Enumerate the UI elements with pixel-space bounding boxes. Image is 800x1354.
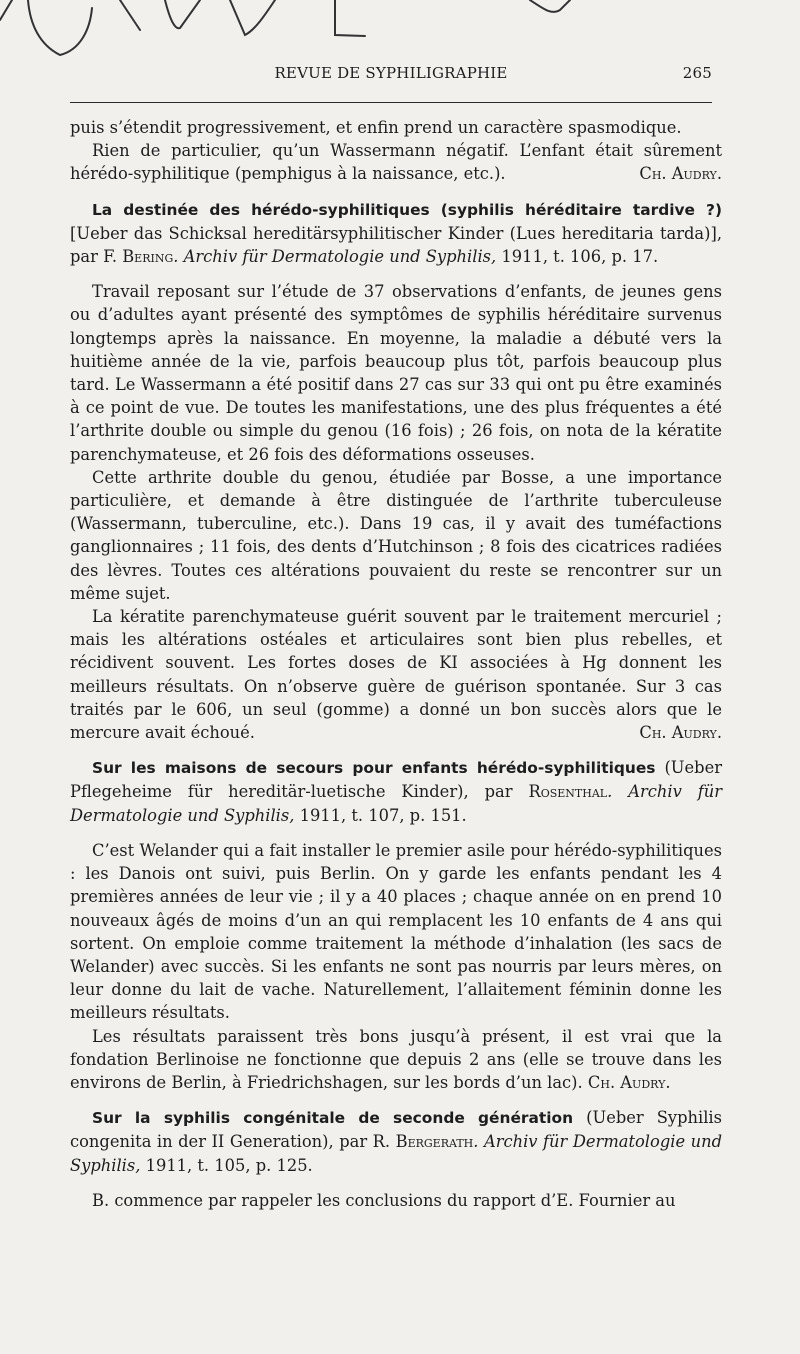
reference-text: 1911, t. 106, p. 17.: [496, 247, 659, 267]
signature: Ch. Audry.: [639, 723, 722, 743]
reference-text: 1911, t. 107, p. 151.: [294, 805, 467, 825]
paragraph: puis s’étendit progressivement, et enfin prend un caractère spasmodique.: [70, 118, 682, 137]
article-body: [70, 116, 722, 1212]
reference-text: (Ueber Pflegeheime für hereditär-luetische Kinder), par: [70, 758, 722, 802]
reference-text: (Ueber Syphilis congenita in der II Generation), par R.: [70, 1108, 722, 1152]
review-title: Sur les maisons de secours pour enfants hérédo-syphilitiques: [92, 759, 656, 778]
paragraph: C’est Welander qui a fait installer le premier asile pour hérédo-syphilitiques : les Danois ont suivi, puis Berlin. On y garde les enfants pendant les 4 premières années de leur vie ; il y a 40 places ; chaque année on en prend 10 nouveaux âgés de moins d’un an qui remplacent les 10 enfants de 4 ans qui sortent. On emploie comme traitement la méthode d’inhalation (les sacs de Welander) avec succès. Si les enfants ne sont pas nourris par leurs mères, on leur donne du lait de vache. Naturellement, l’allaitement féminin donne les meilleurs résultats.: [70, 840, 722, 1023]
paragraph-text: Les résultats paraissent très bons jusqu’à présent, il est vrai que la fondation Berlinoise ne fonctionne que depuis 2 ans (elle se trouve dans les environs de Berlin, à Friedrichshagen, sur les bords d’un lac).: [70, 1026, 722, 1092]
review-title: La destinée des hérédo-syphilitiques (syphilis héréditaire tardive ?): [92, 200, 722, 219]
paragraph-text: La kératite parenchymateuse guérit souvent par le traitement mercuriel ; mais les altérations ostéales et articulaires sont bien plus rebelles, et récidivent souvent. Les fortes doses de KI associées à Hg donnent les meilleurs résultats. On n’observe guère de guérison spontanée. Sur 3 cas traités par le 606, un seul (gomme) a donné un bon succès alors que le mercure avait échoué.: [70, 607, 722, 743]
review-heading: [70, 1106, 722, 1177]
paragraph: [70, 605, 722, 744]
paragraph: [70, 1025, 722, 1095]
paragraph: Travail reposant sur l’étude de 37 observations d’enfants, de jeunes gens ou d’adultes ayant présenté des symptômes de syphilis héréditaire survenus longtemps après la naissance. En moyenne, la maladie a débuté vers la huitième année de la vie, parfois beaucoup plus tôt, parfois beaucoup plus tard. Le Wassermann a été positif dans 27 cas sur 33 qui ont pu être examinés à ce point de vue. De toutes les manifestations, une des plus fréquentes a été l’arthrite double ou simple du genou (16 fois) ; 26 fois, on nota de la kératite parenchymateuse, et 26 fois des déformations osseuses.: [70, 282, 722, 464]
paragraph: Cette arthrite double du genou, étudiée par Bosse, a une importance particulière, et demande à être distinguée de l’arthrite tuberculeuse (Wassermann, tuberculine, etc.). Dans 19 cas, il y avait des tuméfactions ganglionnaires ; 11 fois, des dents d’Hutchinson ; 8 fois des cicatrices radiées des lèvres. Toutes ces altérations pouvaient du reste se rencontrer sur un même sujet.: [70, 467, 722, 603]
signature: Ch. Audry.: [639, 164, 722, 184]
signature: Ch. Audry.: [587, 1072, 671, 1092]
paragraph: B. commence par rappeler les conclusions du rapport d’E. Fournier au: [92, 1190, 676, 1210]
review-heading: [70, 756, 722, 827]
review-heading: [70, 198, 722, 269]
author-name: Bering: [122, 247, 174, 267]
running-header: [70, 64, 712, 86]
author-name: Bergerath: [395, 1132, 474, 1152]
paragraph: [70, 139, 722, 185]
journal-title: REVUE DE SYPHILIGRAPHIE: [274, 64, 508, 82]
reference-text: 1911, t. 105, p. 125.: [140, 1155, 313, 1175]
journal-name: . Archiv für Dermatologie und Syphilis,: [70, 1132, 722, 1175]
header-rule: [70, 102, 712, 103]
journal-name: . Archiv für Dermatologie und Syphilis,: [70, 782, 723, 825]
reference-text: [Ueber das Schicksal hereditärsyphilitischer Kinder (Lues hereditaria tarda)], par F.: [70, 223, 722, 267]
journal-name: . Archiv für Dermatologie und Syphilis,: [173, 247, 497, 267]
paragraph-text: Rien de particulier, qu’un Wassermann négatif. L’enfant était sûrement hérédo-syphilitique (pemphigus à la naissance, etc.).: [70, 141, 722, 184]
author-name: Rosenthal: [528, 782, 608, 802]
page-number: 265: [682, 64, 712, 82]
review-title: Sur la syphilis congénitale de seconde génération: [92, 1109, 574, 1128]
